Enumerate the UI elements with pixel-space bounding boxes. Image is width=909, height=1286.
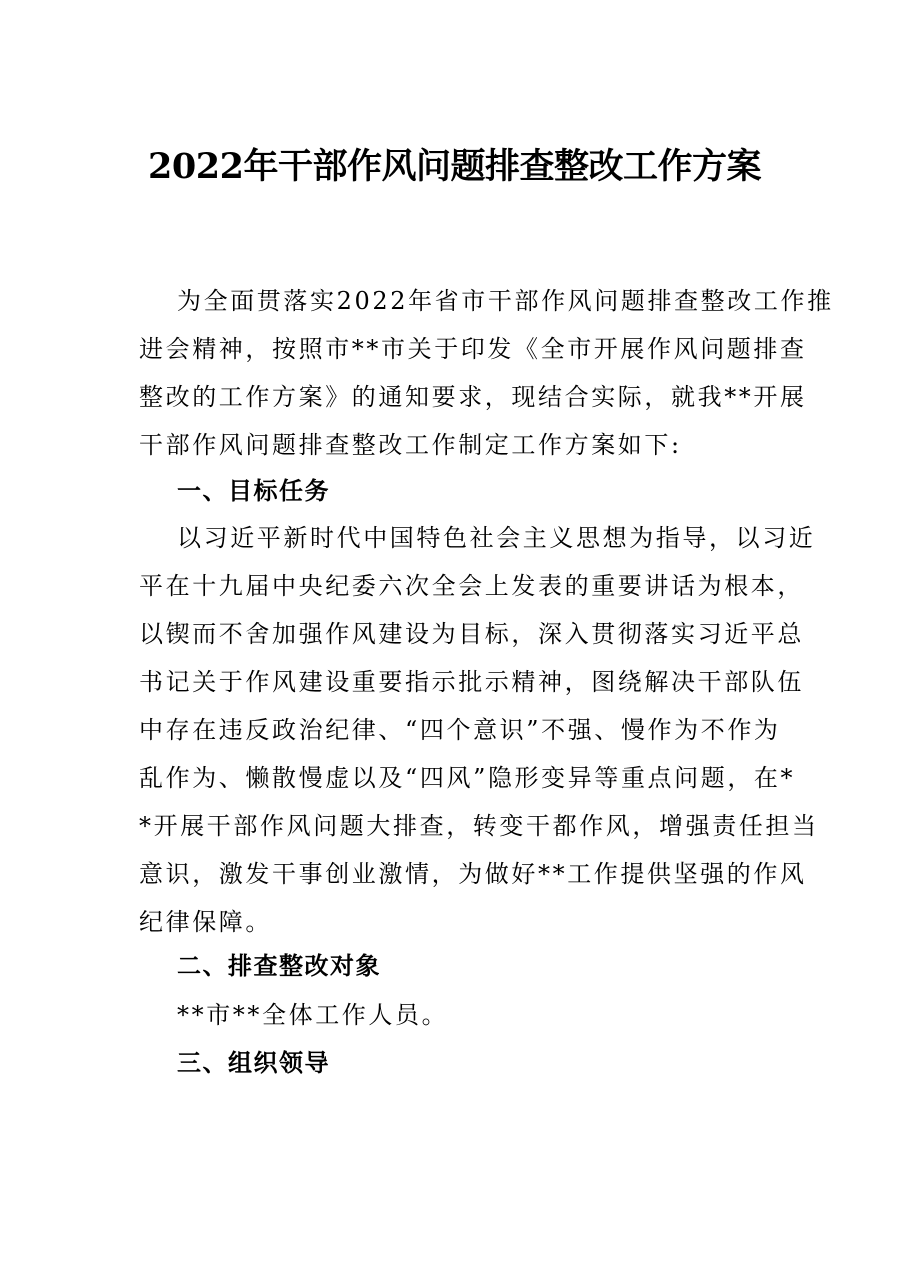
section-2-paragraph	[139, 991, 779, 1039]
document-title: 2022年干部作风问题排查整改工作方案	[148, 146, 761, 187]
paragraph-line: 平在十九届中央纪委六次全会上发表的重要讲话为根本，	[139, 572, 804, 600]
paragraph-line: **市**全体工作人员。	[177, 1001, 449, 1029]
section-heading: 一、目标任务	[177, 477, 330, 505]
paragraph-line: 纪律保障。	[139, 908, 272, 936]
paragraph-line: 以锲而不舍加强作风建设为目标，深入贯彻落实习近平总	[139, 620, 804, 648]
paragraph-line: 意识，激发干事创业激情，为做好**工作提供坚强的作风	[139, 860, 807, 888]
section-heading: 三、组织领导	[177, 1049, 330, 1077]
paragraph-line: 书记关于作风建设重要指示批示精神，图绕解决干部队伍	[139, 668, 804, 696]
paragraph-line: 干部作风问题排查整改工作制定工作方案如下:	[139, 431, 682, 459]
paragraph-line: 中存在违反政治纪律、“四个意识”不强、慢作为不作为	[139, 716, 781, 744]
paragraph-line: 整改的工作方案》的通知要求，现结合实际，就我**开展	[139, 383, 807, 411]
section-heading: 二、排查整改对象	[177, 952, 381, 980]
section-heading-3	[139, 1039, 779, 1087]
paragraph-line: 乱作为、懒散慢虚以及“四风”隐形变异等重点问题，在*	[139, 764, 796, 792]
paragraph-line: 以习近平新时代中国特色社会主义思想为指导，以习近	[177, 524, 816, 552]
section-heading-1	[139, 467, 779, 515]
paragraph-line: 进会精神，按照市**市关于印发《全市开展作风问题排查	[139, 335, 807, 363]
paragraph-line: *开展干部作风问题大排查，转变干都作风，增强责任担当	[139, 812, 819, 840]
section-heading-2	[139, 942, 779, 990]
paragraph-line: 为全面贯落实2022年省市干部作风问题排查整改工作推	[177, 287, 834, 315]
intro-paragraph	[139, 277, 834, 469]
section-1-paragraph	[139, 514, 819, 946]
